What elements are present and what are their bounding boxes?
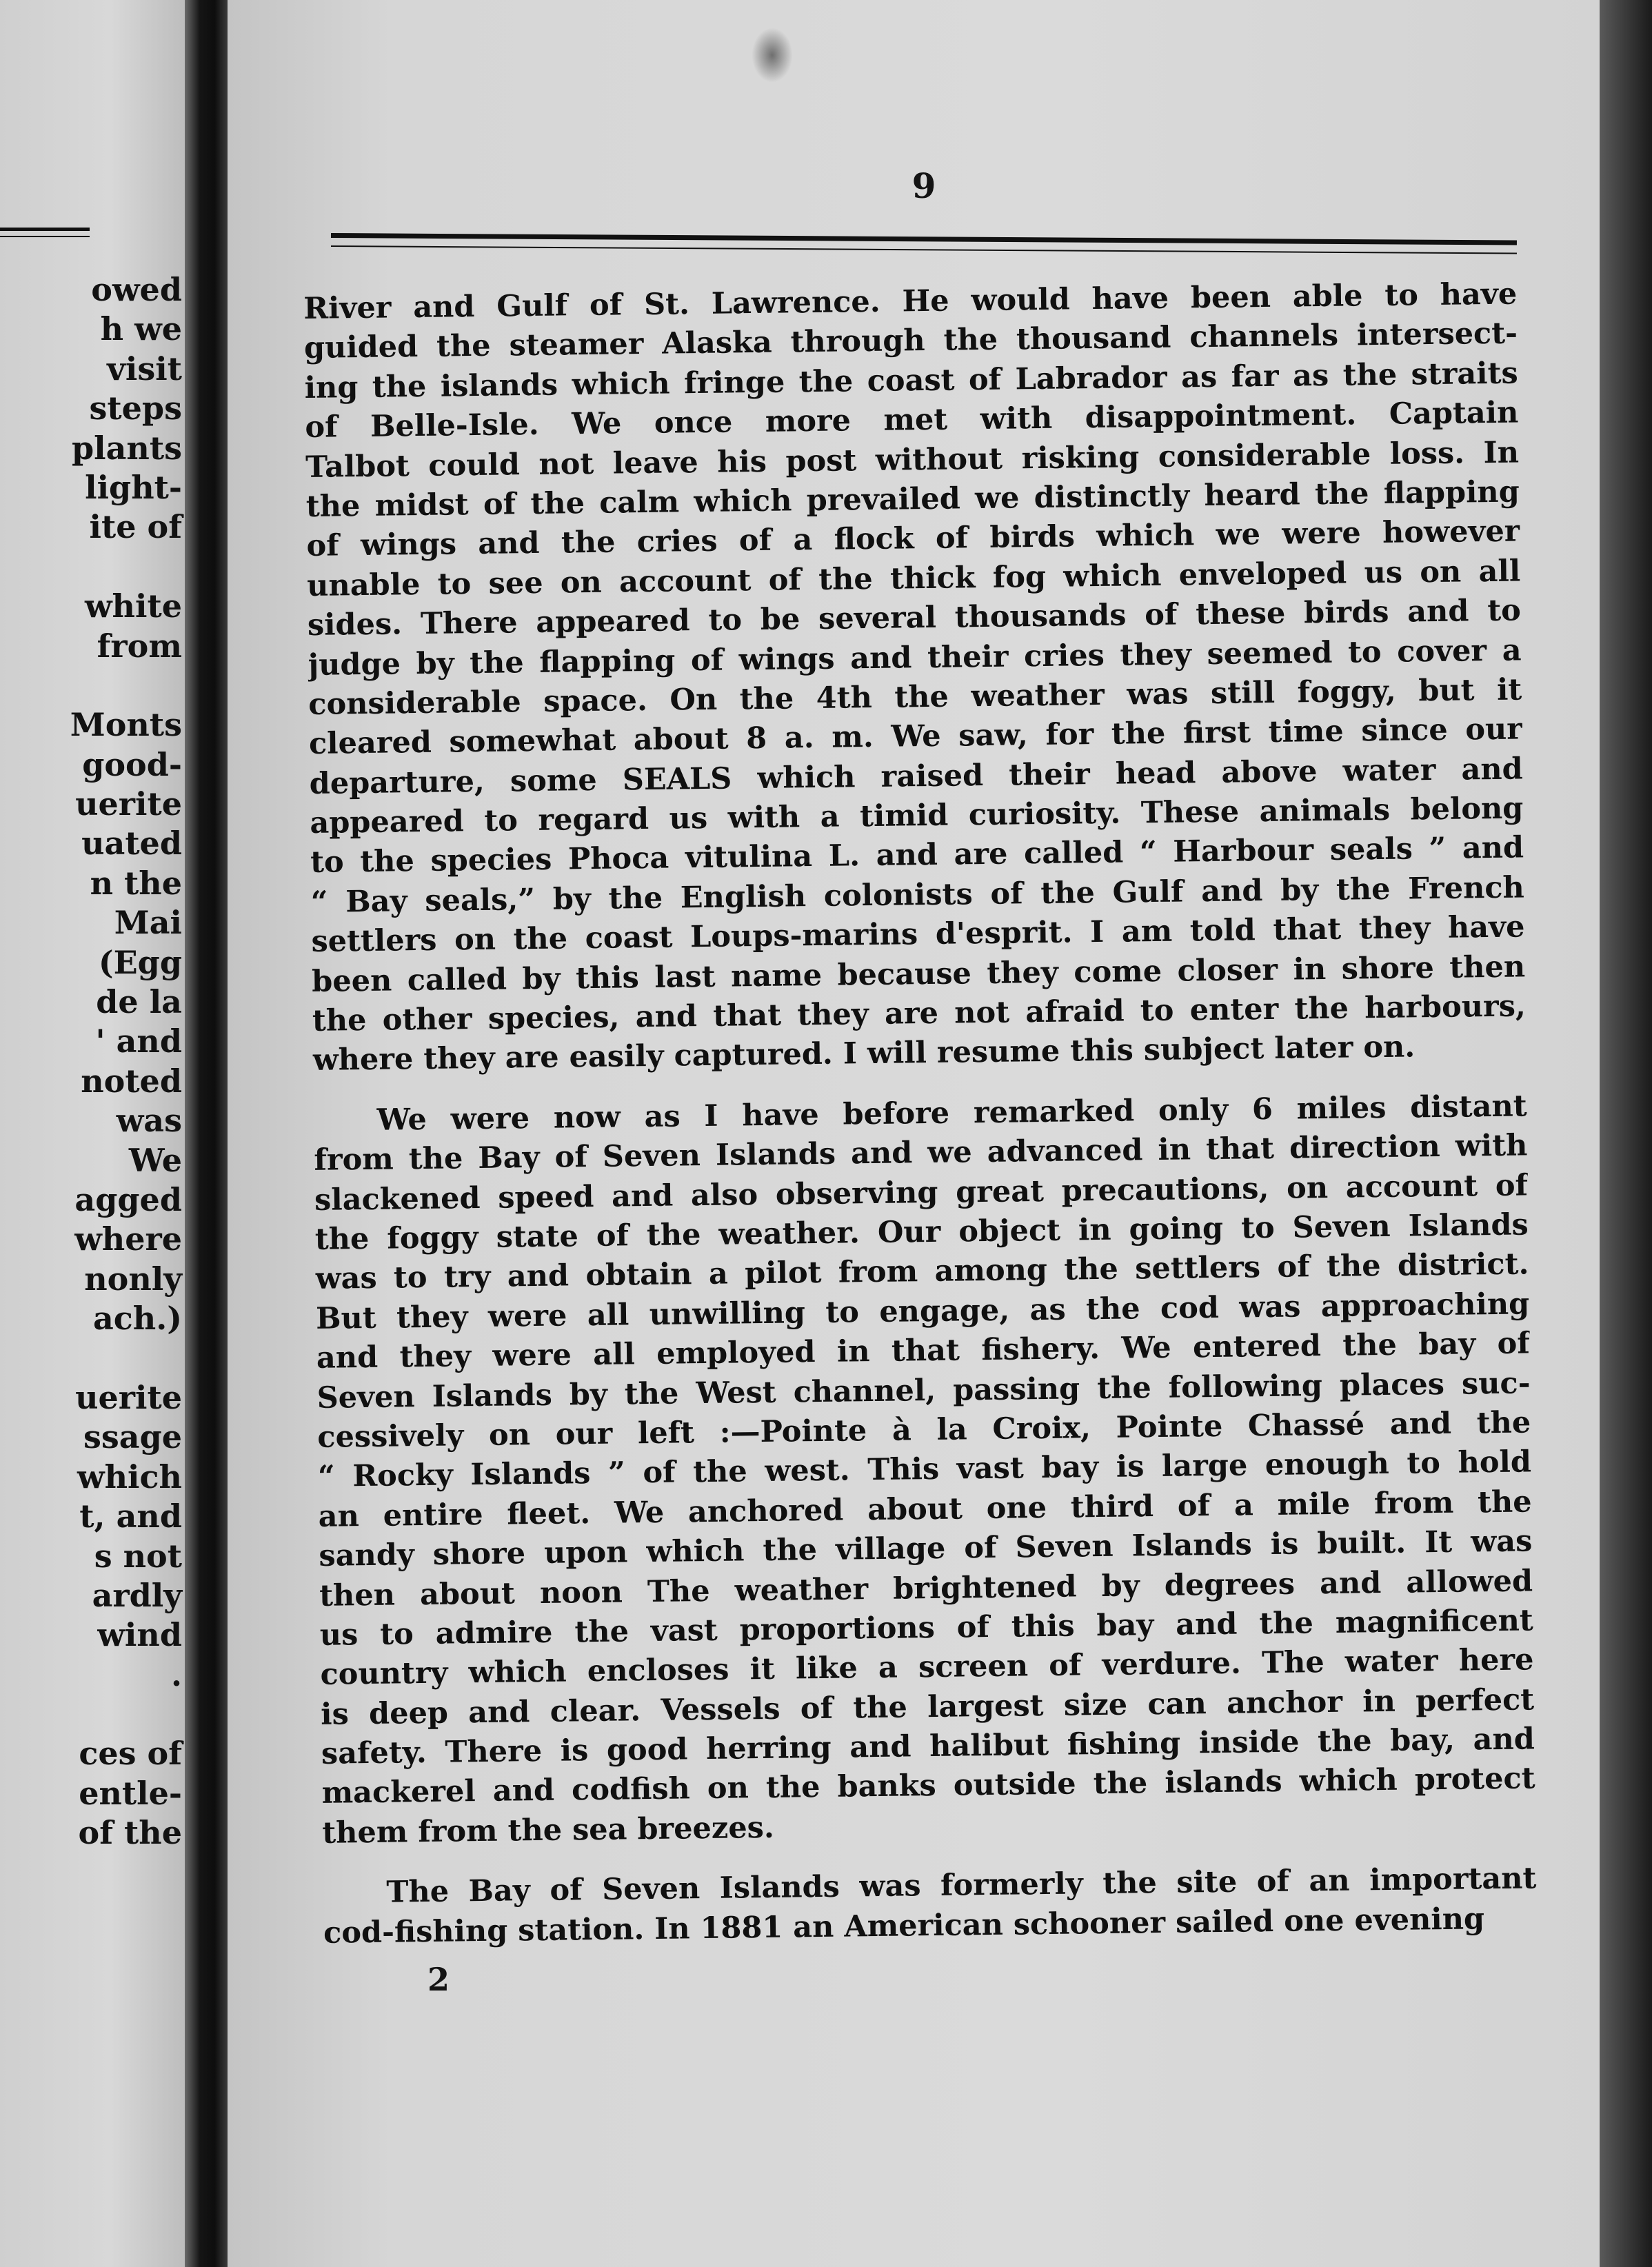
left-page-fragment: We xyxy=(128,1141,182,1179)
left-page-fragment: Monts xyxy=(70,706,182,744)
text-line: the other species, and that they are not afraid to enter the harbours, xyxy=(312,989,1527,1038)
text-line: sandy shore upon which the village of Seven Islands is built. It was xyxy=(319,1524,1533,1573)
text-line: River and Gulf of St. Lawrence. He would have been able to have xyxy=(303,276,1518,326)
text-line: Talbot could not leave his post without risking considerable loss. In xyxy=(305,435,1520,485)
left-page-fragment: ach.) xyxy=(92,1300,182,1338)
left-page-fragment: s not xyxy=(94,1537,182,1575)
left-page-fragment: ite of xyxy=(89,508,182,546)
left-page-fragment: uerite xyxy=(75,785,182,823)
left-page-fragment: ' and xyxy=(95,1022,182,1060)
left-page-fragment: ssage xyxy=(83,1418,182,1456)
left-page-fragment: where xyxy=(74,1220,182,1258)
text-line: safety. There is good herring and halibut fishing inside the bay, and xyxy=(321,1722,1535,1771)
text-line: guided the steamer Alaska through the thousand channels intersect- xyxy=(303,316,1518,366)
text-line: us to admire the vast proportions of this bay and the magnificent xyxy=(319,1603,1534,1653)
text-line: from the Bay of Seven Islands and we advanced in that direction with xyxy=(314,1128,1528,1178)
paragraph-3 xyxy=(323,1860,1537,1953)
text-line: was to try and obtain a pilot from among the settlers of the district. xyxy=(315,1247,1529,1297)
left-page-fragment xyxy=(0,547,182,587)
left-page-header-rule xyxy=(0,228,90,231)
left-page-fragment xyxy=(0,1695,182,1734)
left-page-text-fragments xyxy=(0,270,182,1853)
left-page-fragment: light- xyxy=(85,468,182,506)
page-number: 9 xyxy=(911,165,936,206)
book-gutter xyxy=(185,0,228,2267)
text-line: country which encloses it like a screen of verdure. The water here xyxy=(320,1642,1534,1693)
text-line: settlers on the coast Loups-marins d'esprit. I am told that they have xyxy=(311,909,1525,960)
left-page-fragment: plants xyxy=(71,429,182,467)
left-page-header-rule-thin xyxy=(0,236,90,237)
text-line: where they are easily captured. I will resume this subject later on. xyxy=(312,1029,1416,1078)
left-page-edge xyxy=(0,0,185,2267)
text-line: “ Rocky Islands ” of the west. This vast bay is large enough to hold xyxy=(317,1444,1532,1495)
text-line: cod-fishing station. In 1881 an American schooner sailed one evening xyxy=(323,1901,1485,1951)
text-line: unable to see on account of the thick fog which enveloped us on all xyxy=(306,554,1521,603)
left-page-fragment: good- xyxy=(82,745,182,783)
left-page-fragment: wind xyxy=(97,1616,182,1654)
left-page-fragment: of the xyxy=(78,1814,182,1852)
text-line: departure, some SEALS which raised their head above water and xyxy=(309,752,1523,801)
text-line: Seven Islands by the West channel, passing the following places suc- xyxy=(316,1365,1531,1415)
text-line: an entire fleet. We anchored about one third of a mile from the xyxy=(318,1484,1532,1534)
left-page-fragment: white xyxy=(84,587,182,625)
left-page-fragment: n the xyxy=(90,864,182,902)
left-page-fragment: nonly xyxy=(84,1260,182,1298)
paragraph-1 xyxy=(303,274,1527,1080)
text-line: “ Bay seals,” by the English colonists of the Gulf and by the French xyxy=(310,870,1525,920)
left-page-fragment: t, and xyxy=(79,1498,182,1535)
right-page-edge xyxy=(1600,0,1652,2267)
text-line: of wings and the cries of a flock of birds which we were however xyxy=(306,514,1520,564)
left-page-fragment: ardly xyxy=(92,1576,182,1614)
text-line: But they were all unwilling to engage, as the cod was approaching xyxy=(315,1287,1530,1336)
left-page-fragment: uerite xyxy=(75,1378,182,1416)
text-line: of Belle-Isle. We once more met with disappointment. Captain xyxy=(305,395,1519,445)
left-page-fragment: Mai xyxy=(114,904,182,942)
left-page-fragment xyxy=(0,1339,182,1378)
text-line: mackerel and codfish on the banks outside the islands which protect xyxy=(321,1761,1535,1811)
body-text xyxy=(303,274,1537,1953)
text-line: the foggy state of the weather. Our object in going to Seven Islands xyxy=(314,1207,1529,1257)
left-page-fragment: owed xyxy=(91,271,182,308)
signature-mark: 2 xyxy=(427,1961,450,1998)
text-line: been called by this last name because they come closer in shore then xyxy=(311,949,1526,999)
text-line: sides. There appeared to be several thousands of these birds and to xyxy=(307,593,1522,643)
left-page-fragment: from xyxy=(97,627,182,665)
text-line: and they were all employed in that fishery. We entered the bay of xyxy=(316,1326,1531,1376)
left-page-fragment: uated xyxy=(81,825,182,863)
left-page-fragment: (Egg xyxy=(98,943,182,981)
text-line: ing the islands which fringe the coast of Labrador as far as the straits xyxy=(304,356,1518,405)
text-line: slackened speed and also observing great precautions, on account of xyxy=(314,1167,1529,1218)
left-page-fragment: entle- xyxy=(79,1774,182,1812)
left-page-fragment: steps xyxy=(89,390,182,427)
text-line: considerable space. On the 4th the weather was still foggy, but it xyxy=(308,672,1522,722)
paragraph-2 xyxy=(313,1087,1535,1853)
text-line: then about noon The weather brightened by degrees and allowed xyxy=(319,1563,1533,1613)
text-line: judge by the flapping of wings and their cries they seemed to cover a xyxy=(308,632,1522,683)
text-line: them from the sea breezes. xyxy=(322,1810,775,1851)
text-line: We were now as I have before remarked only 6 miles distant xyxy=(376,1089,1527,1138)
text-line: appeared to regard us with a timid curiosity. These animals belong xyxy=(310,791,1524,841)
left-page-fragment xyxy=(0,666,182,705)
left-page-fragment: noted xyxy=(81,1062,182,1100)
left-page-fragment: agged xyxy=(74,1180,182,1218)
left-page-fragment: visit xyxy=(107,350,182,387)
text-line: cessively on our left :—Pointe à la Croix, Pointe Chassé and the xyxy=(317,1405,1531,1455)
text-line: to the species Phoca vitulina L. and are called “ Harbour seals ” and xyxy=(310,830,1524,880)
text-line: The Bay of Seven Islands was formerly the site of an important xyxy=(386,1861,1537,1910)
text-line: the midst of the calm which prevailed we distinctly heard the flapping xyxy=(305,474,1520,524)
left-page-fragment: was xyxy=(116,1102,182,1140)
ink-blot xyxy=(752,28,793,83)
left-page-fragment: ces of xyxy=(79,1735,182,1773)
left-page-fragment: h we xyxy=(100,310,182,348)
left-page-fragment: . xyxy=(170,1655,182,1693)
text-line: cleared somewhat about 8 a. m. We saw, for the first time since our xyxy=(308,712,1523,762)
text-line: is deep and clear. Vessels of the largest size can anchor in perfect xyxy=(320,1682,1535,1732)
left-page-fragment: de la xyxy=(96,983,182,1021)
left-page-fragment: which xyxy=(77,1458,182,1495)
